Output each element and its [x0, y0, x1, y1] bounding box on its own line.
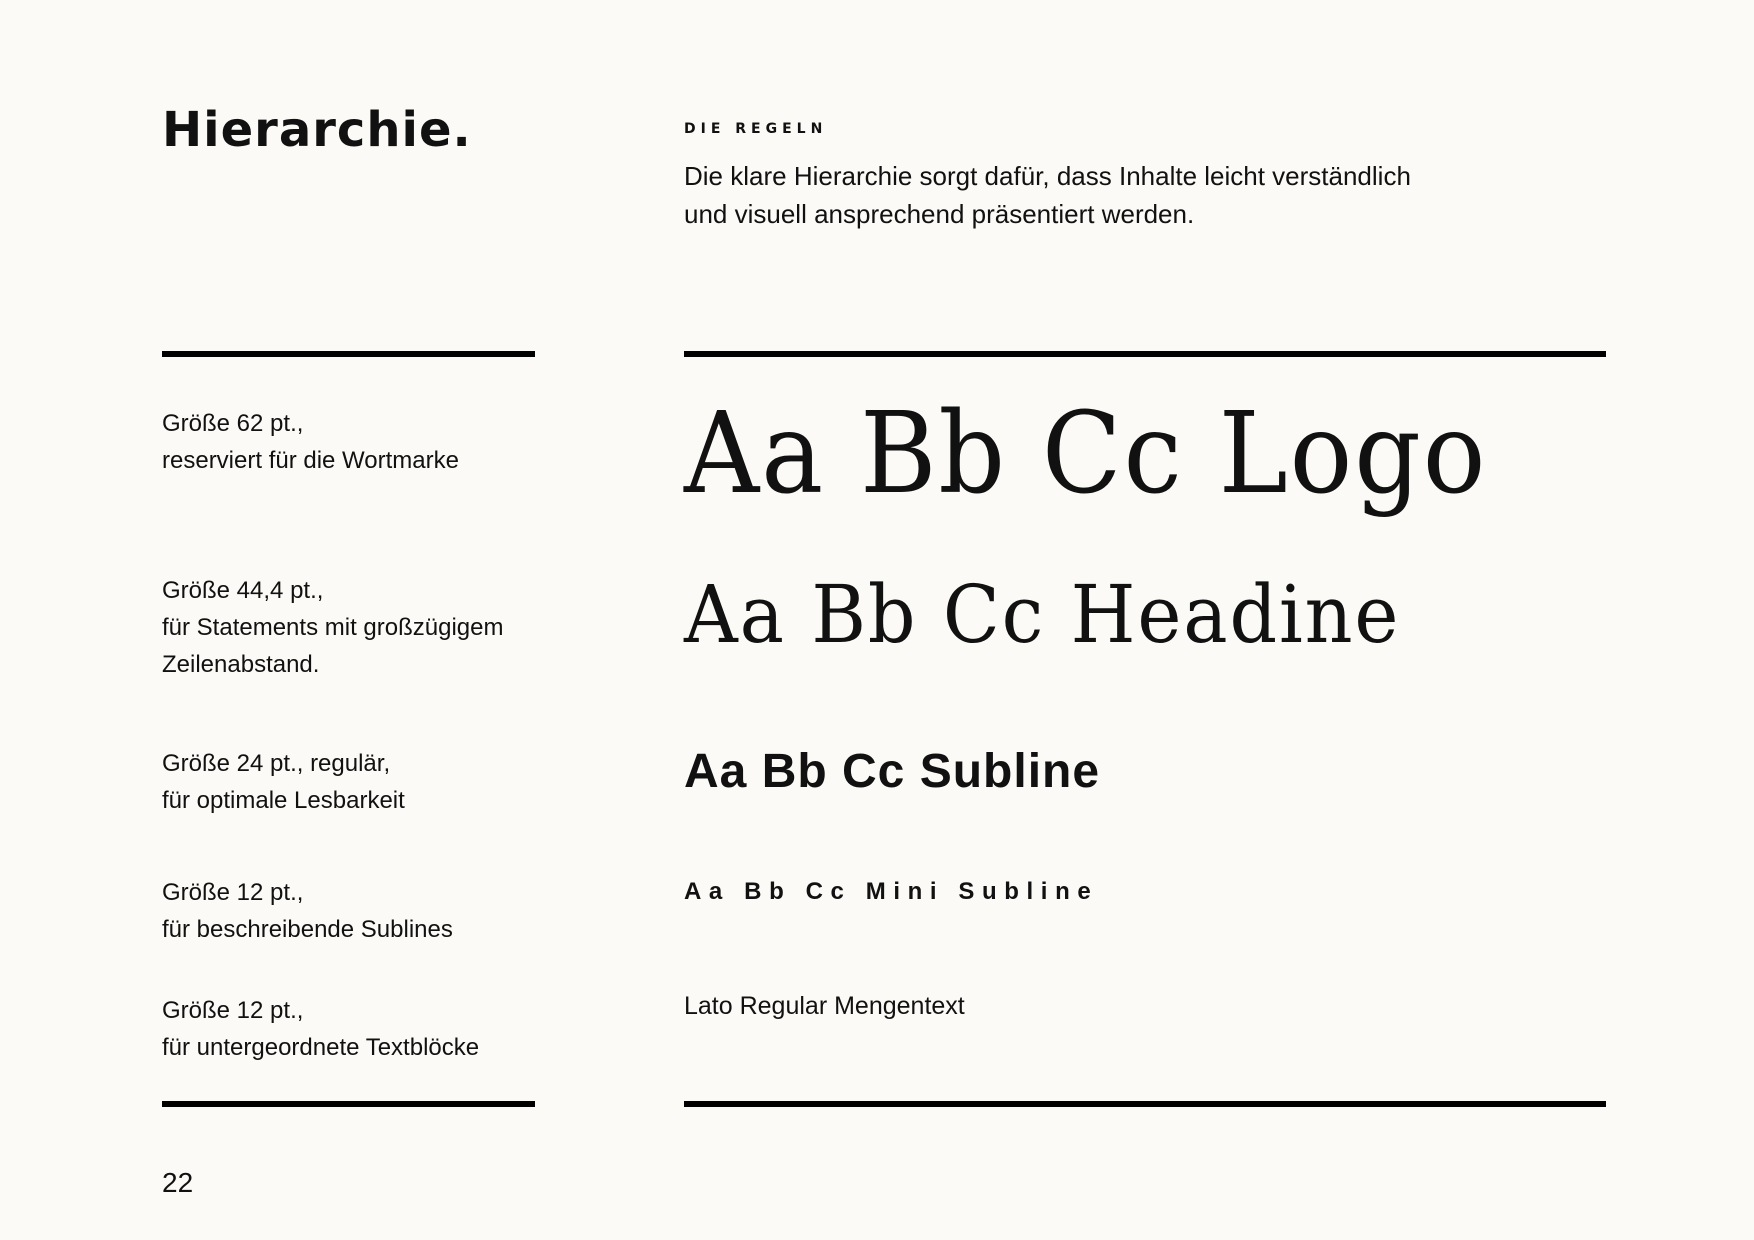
rules-description: Die klare Hierarchie sorgt dafür, dass Inhalte leicht verständlich und visuell ansprechend präsentiert werden. — [684, 161, 1411, 229]
mini-subline-size-description: Größe 12 pt., für beschreibende Sublines — [162, 879, 453, 943]
logo-type-sample: Aa Bb Cc Logo — [684, 389, 1488, 519]
body-text-type-sample: Lato Regular Mengentext — [684, 992, 965, 1020]
subline-size-description: Größe 24 pt., regulär, für optimale Lesbarkeit — [162, 750, 405, 814]
subline-type-sample: Aa Bb Cc Subline — [684, 745, 1101, 798]
headline-type-sample: Aa Bb Cc Headine — [684, 568, 1401, 661]
mini-subline-type-sample: Aa Bb Cc Mini Subline — [684, 878, 1099, 905]
divider-left-top — [162, 351, 535, 357]
headline-size-description: Größe 44,4 pt., für Statements mit großzügigem Zeilenabstand. — [162, 577, 504, 678]
divider-left-bottom — [162, 1101, 535, 1107]
divider-right-bottom — [684, 1101, 1606, 1107]
page-title: Hierarchie. — [162, 102, 472, 158]
page-number: 22 — [162, 1167, 194, 1198]
divider-right-top — [684, 351, 1606, 357]
rules-label: DIE REGELN — [684, 121, 828, 137]
logo-size-description: Größe 62 pt., reserviert für die Wortmarke — [162, 410, 459, 474]
body-text-size-description: Größe 12 pt., für untergeordnete Textblöcke — [162, 997, 480, 1061]
